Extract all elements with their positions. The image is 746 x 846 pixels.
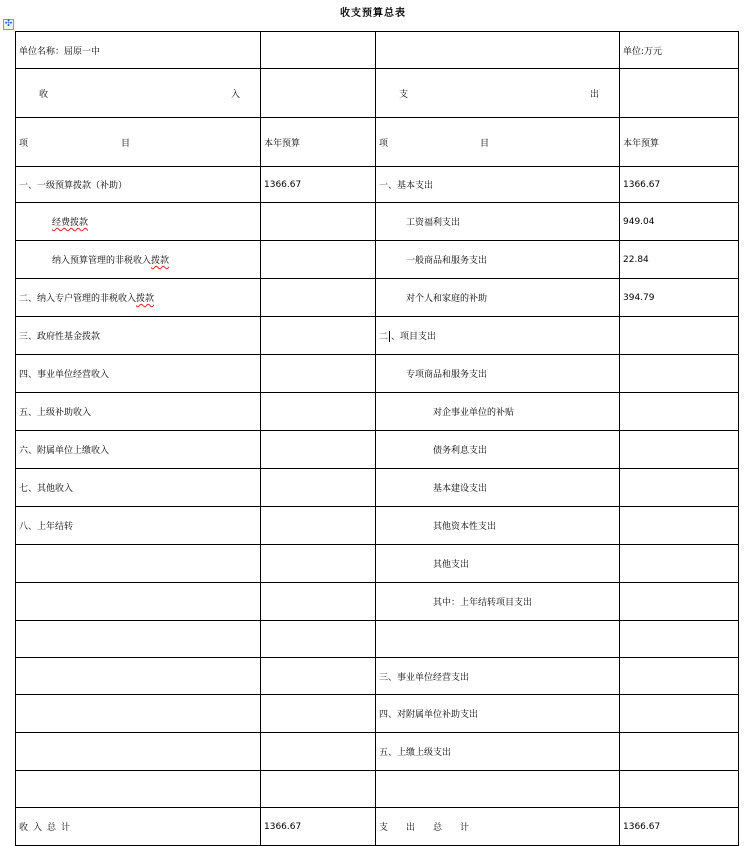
table-row: 其他支出 — [16, 545, 739, 583]
col-item-income: 项 目 — [16, 118, 261, 167]
table-row: 三、事业单位经营支出 — [16, 658, 739, 695]
page-title: 收支预算总表 — [340, 8, 406, 19]
table-row — [16, 32, 739, 69]
table-row: 一、一级预算拨款（补助） 1366.67 一、基本支出 1366.67 — [16, 167, 739, 203]
table-row: 五、上缴上级支出 — [16, 733, 739, 771]
table-row: 四、事业单位经营收入 专项商品和服务支出 — [16, 355, 739, 393]
table-row-total — [16, 808, 739, 846]
total-income-label: 收 入 总 计 — [16, 808, 261, 846]
income-header: 收 入 — [16, 69, 261, 118]
table-row: 四、对附属单位补助支出 — [16, 695, 739, 733]
total-expense-value: 1366.67 — [620, 808, 739, 846]
col-item-expense: 项 目 — [376, 118, 620, 167]
table-row: 其中：上年结转项目支出 — [16, 583, 739, 621]
text-cursor — [389, 331, 390, 342]
table-row — [16, 621, 739, 658]
table-row: 经费拨款 工资福利支出 949.04 — [16, 203, 739, 241]
table-row: 纳入预算管理的非税收入拨款 一般商品和服务支出 22.84 — [16, 241, 739, 279]
total-expense-label: 支 出 总 计 — [376, 808, 620, 846]
table-row: 二、纳入专户管理的非税收入拨款 对个人和家庭的补助 394.79 — [16, 279, 739, 317]
budget-table — [15, 31, 739, 846]
table-row: 七、其他收入 基本建设支出 — [16, 469, 739, 507]
unit-label: 单位:万元 — [620, 32, 739, 69]
unit-name: 单位名称：屈原一中 — [16, 32, 261, 69]
table-row: 六、附属单位上缴收入 债务利息支出 — [16, 431, 739, 469]
table-row — [16, 771, 739, 808]
total-income-value: 1366.67 — [261, 808, 376, 846]
table-move-handle-icon[interactable]: ✣ — [4, 19, 13, 29]
expense-header: 支 出 — [376, 69, 620, 118]
table-row: 八、上年结转 其他资本性支出 — [16, 507, 739, 545]
col-budget-expense: 本年预算 — [620, 118, 739, 167]
table-row: 三、政府性基金拨款 二 、项目支出 — [16, 317, 739, 355]
table-row: 五、上级补助收入 对企事业单位的补贴 — [16, 393, 739, 431]
table-row — [16, 118, 739, 167]
table-row — [16, 69, 739, 118]
col-budget-income: 本年预算 — [261, 118, 376, 167]
text-cursor-cell[interactable]: 二 、项目支出 — [376, 317, 620, 355]
